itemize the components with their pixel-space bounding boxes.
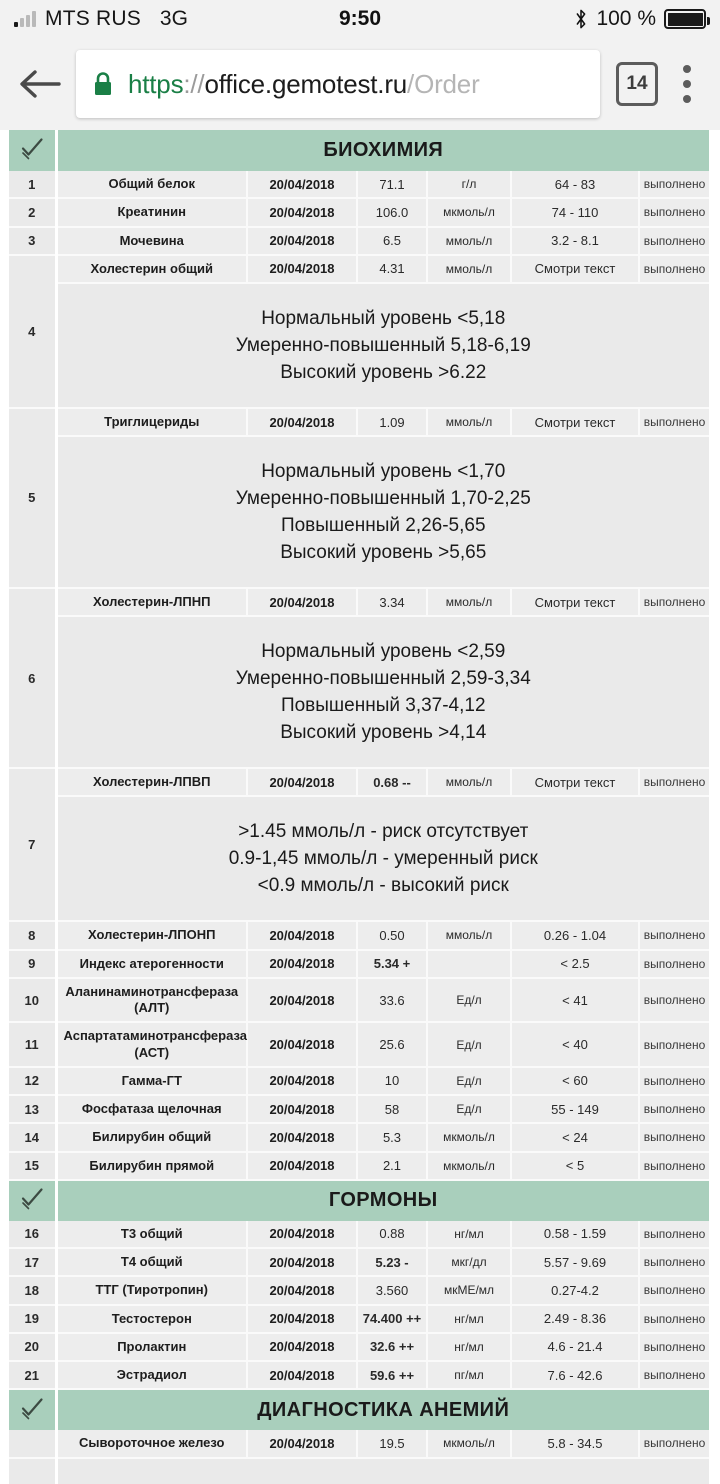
- table-row[interactable]: [9, 255, 709, 283]
- cell-name: Холестерин-ЛПВП: [56, 768, 247, 796]
- check-mark-icon[interactable]: [9, 1389, 56, 1430]
- cell-date: 20/04/2018: [247, 1430, 357, 1457]
- reference-note-text: [56, 796, 709, 921]
- cell-ref: Смотри текст: [511, 255, 639, 283]
- table-row[interactable]: [9, 921, 709, 949]
- cell-unit: Ед/л: [427, 1067, 511, 1095]
- cell-num: 1: [9, 171, 56, 198]
- cell-status: выполнено: [639, 1123, 709, 1151]
- cell-name: Сывороточное железо: [56, 1430, 247, 1457]
- section-header-row: [9, 1389, 709, 1430]
- note-line: Нормальный уровень <1,70: [261, 461, 506, 483]
- cell-status: выполнено: [639, 1248, 709, 1276]
- note-line: Повышенный 3,37-4,12: [280, 695, 486, 717]
- cell-unit: ммоль/л: [427, 255, 511, 283]
- section-title: ДИАГНОСТИКА АНЕМИЙ: [56, 1389, 709, 1430]
- overflow-menu-icon[interactable]: [668, 58, 706, 110]
- cell-name: Тестостерон: [56, 1305, 247, 1333]
- note-line: Нормальный уровень <2,59: [261, 641, 506, 663]
- cell-unit: пг/мл: [427, 1361, 511, 1389]
- lab-results-table: [9, 130, 709, 1484]
- back-button[interactable]: [14, 58, 66, 110]
- cell-status: выполнено: [639, 921, 709, 949]
- cell-status: выполнено: [639, 1221, 709, 1248]
- cell-date: 20/04/2018: [247, 1123, 357, 1151]
- cell-unit: Ед/л: [427, 1022, 511, 1067]
- cell-date: 20/04/2018: [247, 1022, 357, 1067]
- cell-ref: < 24: [511, 1123, 639, 1151]
- table-tail-filler: [9, 1458, 709, 1484]
- cell-date: 20/04/2018: [247, 1361, 357, 1389]
- cell-status: выполнено: [639, 1333, 709, 1361]
- cell-num: 20: [9, 1333, 56, 1361]
- table-row[interactable]: [9, 1123, 709, 1151]
- cell-unit: мкмоль/л: [427, 198, 511, 226]
- cell-value: 3.560: [357, 1276, 427, 1304]
- cell-num: 17: [9, 1248, 56, 1276]
- reference-note-row: [9, 616, 709, 768]
- cell-ref: < 41: [511, 978, 639, 1023]
- cell-date: 20/04/2018: [247, 1305, 357, 1333]
- cell-status: выполнено: [639, 408, 709, 436]
- cell-ref: 64 - 83: [511, 171, 639, 198]
- note-line: Повышенный 2,26-5,65: [280, 515, 486, 537]
- cell-name: Холестерин-ЛПНП: [56, 588, 247, 616]
- cell-num: 5: [9, 408, 56, 588]
- cell-date: 20/04/2018: [247, 1067, 357, 1095]
- cell-value: 2.1: [357, 1152, 427, 1180]
- cell-unit: мкмоль/л: [427, 1430, 511, 1457]
- cell-num: 15: [9, 1152, 56, 1180]
- cell-unit: мкг/дл: [427, 1248, 511, 1276]
- cell-name: Триглицериды: [56, 408, 247, 436]
- note-line: Умеренно-повышенный 5,18-6,19: [235, 334, 531, 356]
- cell-unit: мкмоль/л: [427, 1123, 511, 1151]
- address-bar[interactable]: [76, 50, 600, 118]
- page-content: [0, 130, 720, 1451]
- cell-ref: Смотри текст: [511, 408, 639, 436]
- tail-gutter: [9, 1458, 56, 1484]
- cell-ref: < 60: [511, 1067, 639, 1095]
- reference-note-row: [9, 283, 709, 408]
- browser-toolbar: [0, 38, 720, 130]
- cell-unit: Ед/л: [427, 1095, 511, 1123]
- cell-status: выполнено: [639, 950, 709, 978]
- cell-unit: нг/мл: [427, 1221, 511, 1248]
- reference-note-text: [56, 436, 709, 588]
- cell-num: 16: [9, 1221, 56, 1248]
- bluetooth-icon: [574, 9, 588, 29]
- cell-ref: 5.57 - 9.69: [511, 1248, 639, 1276]
- cell-status: выполнено: [639, 1305, 709, 1333]
- cell-ref: 2.49 - 8.36: [511, 1305, 639, 1333]
- cell-date: 20/04/2018: [247, 1248, 357, 1276]
- cell-value: 0.68 --: [357, 768, 427, 796]
- cell-value: 25.6: [357, 1022, 427, 1067]
- cell-ref: < 5: [511, 1152, 639, 1180]
- tab-counter-button[interactable]: [616, 62, 658, 106]
- cell-num: 10: [9, 978, 56, 1023]
- cell-num: 21: [9, 1361, 56, 1389]
- cell-num: 3: [9, 227, 56, 255]
- table-row[interactable]: [9, 1221, 709, 1248]
- cell-num: 12: [9, 1067, 56, 1095]
- cell-name: Гамма-ГТ: [56, 1067, 247, 1095]
- cell-unit: нг/мл: [427, 1305, 511, 1333]
- reference-note-row: [9, 796, 709, 921]
- cell-num: 11: [9, 1022, 56, 1067]
- cell-name: Т4 общий: [56, 1248, 247, 1276]
- table-row[interactable]: [9, 1430, 709, 1457]
- note-line: <0.9 ммоль/л - высокий риск: [257, 875, 509, 897]
- cell-status: выполнено: [639, 255, 709, 283]
- status-bar-left: [14, 7, 188, 31]
- cell-num: [9, 1430, 56, 1457]
- cell-status: выполнено: [639, 171, 709, 198]
- url-path: /Order: [407, 68, 480, 99]
- cell-unit: ммоль/л: [427, 768, 511, 796]
- lab-results-body: [9, 130, 709, 1484]
- table-row[interactable]: [9, 1361, 709, 1389]
- back-arrow-icon: [18, 67, 62, 101]
- cell-value: 59.6 ++: [357, 1361, 427, 1389]
- table-row[interactable]: [9, 950, 709, 978]
- cell-value: 106.0: [357, 198, 427, 226]
- section-title: ГОРМОНЫ: [56, 1180, 709, 1221]
- cell-date: 20/04/2018: [247, 921, 357, 949]
- cell-status: выполнено: [639, 1022, 709, 1067]
- cell-date: 20/04/2018: [247, 588, 357, 616]
- cell-num: 14: [9, 1123, 56, 1151]
- cell-value: 0.88: [357, 1221, 427, 1248]
- note-line: 0.9-1,45 ммоль/л - умеренный риск: [228, 848, 538, 870]
- cell-ref: < 40: [511, 1022, 639, 1067]
- note-line: Умеренно-повышенный 2,59-3,34: [235, 668, 531, 690]
- cell-ref: 3.2 - 8.1: [511, 227, 639, 255]
- url-text: [128, 69, 480, 100]
- cell-ref: < 2.5: [511, 950, 639, 978]
- section-title: БИОХИМИЯ: [56, 130, 709, 171]
- note-line: Высокий уровень >6.22: [280, 361, 487, 383]
- cell-status: выполнено: [639, 978, 709, 1023]
- cell-date: 20/04/2018: [247, 978, 357, 1023]
- cell-value: 3.34: [357, 588, 427, 616]
- table-row[interactable]: [9, 588, 709, 616]
- url-host: office.gemotest.ru: [204, 68, 408, 99]
- cell-name: Аспартатаминотрансфераза (АСТ): [56, 1022, 247, 1067]
- table-row[interactable]: [9, 171, 709, 198]
- cell-ref: 5.8 - 34.5: [511, 1430, 639, 1457]
- cell-value: 5.34 +: [357, 950, 427, 978]
- cell-ref: 0.27-4.2: [511, 1276, 639, 1304]
- table-row[interactable]: [9, 1305, 709, 1333]
- cell-ref: 4.6 - 21.4: [511, 1333, 639, 1361]
- battery-full-icon: [664, 9, 706, 29]
- cell-num: 2: [9, 198, 56, 226]
- cell-date: 20/04/2018: [247, 198, 357, 226]
- table-row[interactable]: [9, 1248, 709, 1276]
- note-line: Умеренно-повышенный 1,70-2,25: [235, 488, 531, 510]
- cell-num: 4: [9, 255, 56, 408]
- cell-status: выполнено: [639, 588, 709, 616]
- cell-ref: Смотри текст: [511, 768, 639, 796]
- table-row[interactable]: [9, 198, 709, 226]
- cell-date: 20/04/2018: [247, 171, 357, 198]
- clock-label: 9:50: [338, 7, 382, 30]
- cell-status: выполнено: [639, 198, 709, 226]
- cell-status: выполнено: [639, 1095, 709, 1123]
- cell-unit: нг/мл: [427, 1333, 511, 1361]
- lock-icon: [92, 71, 114, 98]
- cell-date: 20/04/2018: [247, 950, 357, 978]
- cell-date: 20/04/2018: [247, 255, 357, 283]
- cell-date: 20/04/2018: [247, 1095, 357, 1123]
- table-row[interactable]: [9, 978, 709, 1023]
- cell-num: 18: [9, 1276, 56, 1304]
- battery-percent-label: 100 %: [596, 7, 656, 30]
- cell-unit: ммоль/л: [427, 408, 511, 436]
- status-bar: [0, 0, 720, 38]
- table-row[interactable]: [9, 1095, 709, 1123]
- cell-value: 32.6 ++: [357, 1333, 427, 1361]
- cell-date: 20/04/2018: [247, 1152, 357, 1180]
- signal-bars-icon: [14, 11, 36, 27]
- url-separator: ://: [183, 68, 205, 99]
- cell-value: 6.5: [357, 227, 427, 255]
- section-header-row: [9, 130, 709, 171]
- cell-name: Пролактин: [56, 1333, 247, 1361]
- cell-value: 5.3: [357, 1123, 427, 1151]
- url-scheme: https: [128, 68, 184, 99]
- status-bar-right: [574, 7, 706, 31]
- cell-name: Т3 общий: [56, 1221, 247, 1248]
- section-header-row: [9, 1180, 709, 1221]
- table-row[interactable]: [9, 1152, 709, 1180]
- cell-value: 0.50: [357, 921, 427, 949]
- table-row[interactable]: [9, 1333, 709, 1361]
- cell-date: 20/04/2018: [247, 227, 357, 255]
- tail-body: [56, 1458, 709, 1484]
- cell-date: 20/04/2018: [247, 768, 357, 796]
- table-row[interactable]: [9, 227, 709, 255]
- cell-unit: ммоль/л: [427, 921, 511, 949]
- cell-status: выполнено: [639, 1430, 709, 1457]
- note-line: Нормальный уровень <5,18: [261, 308, 506, 329]
- cell-status: выполнено: [639, 227, 709, 255]
- cell-ref: 55 - 149: [511, 1095, 639, 1123]
- cell-value: 1.09: [357, 408, 427, 436]
- cell-name: Креатинин: [56, 198, 247, 226]
- note-line: Высокий уровень >5,65: [280, 542, 487, 564]
- cell-status: выполнено: [639, 1067, 709, 1095]
- table-row[interactable]: [9, 1067, 709, 1095]
- cell-unit: г/л: [427, 171, 511, 198]
- cell-value: 74.400 ++: [357, 1305, 427, 1333]
- cell-name: Билирубин прямой: [56, 1152, 247, 1180]
- cell-unit: Ед/л: [427, 978, 511, 1023]
- check-mark-icon[interactable]: [9, 1180, 56, 1221]
- cell-name: Билирубин общий: [56, 1123, 247, 1151]
- cell-name: Мочевина: [56, 227, 247, 255]
- cell-num: 7: [9, 768, 56, 921]
- cell-name: Общий белок: [56, 171, 247, 198]
- cell-unit: [427, 950, 511, 978]
- cell-num: 8: [9, 921, 56, 949]
- carrier-label: MTS RUS: [45, 7, 141, 30]
- reference-note-text: [56, 616, 709, 768]
- cell-ref: Смотри текст: [511, 588, 639, 616]
- cell-ref: 7.6 - 42.6: [511, 1361, 639, 1389]
- cell-value: 33.6: [357, 978, 427, 1023]
- cell-unit: ммоль/л: [427, 227, 511, 255]
- cell-status: выполнено: [639, 1152, 709, 1180]
- table-row[interactable]: [9, 1022, 709, 1067]
- cell-unit: мкМЕ/мл: [427, 1276, 511, 1304]
- cell-value: 19.5: [357, 1430, 427, 1457]
- cell-status: выполнено: [639, 1276, 709, 1304]
- cell-ref: 0.58 - 1.59: [511, 1221, 639, 1248]
- cell-value: 10: [357, 1067, 427, 1095]
- reference-note-row: [9, 436, 709, 588]
- table-row[interactable]: [9, 408, 709, 436]
- cell-name: Холестерин-ЛПОНП: [56, 921, 247, 949]
- cell-date: 20/04/2018: [247, 1276, 357, 1304]
- cell-value: 71.1: [357, 171, 427, 198]
- reference-note-text: [56, 283, 709, 408]
- cell-ref: 74 - 110: [511, 198, 639, 226]
- tab-count-label: 14: [626, 73, 648, 94]
- note-line: Высокий уровень >4,14: [280, 722, 487, 744]
- cell-num: 9: [9, 950, 56, 978]
- cell-unit: мкмоль/л: [427, 1152, 511, 1180]
- cell-num: 6: [9, 588, 56, 768]
- cell-ref: 0.26 - 1.04: [511, 921, 639, 949]
- cell-value: 4.31: [357, 255, 427, 283]
- cell-date: 20/04/2018: [247, 408, 357, 436]
- cell-unit: ммоль/л: [427, 588, 511, 616]
- cell-num: 13: [9, 1095, 56, 1123]
- cell-date: 20/04/2018: [247, 1221, 357, 1248]
- cell-name: Холестерин общий: [56, 255, 247, 283]
- cell-date: 20/04/2018: [247, 1333, 357, 1361]
- network-type-label: 3G: [159, 7, 188, 30]
- cell-name: Фосфатаза щелочная: [56, 1095, 247, 1123]
- cell-value: 58: [357, 1095, 427, 1123]
- table-row[interactable]: [9, 768, 709, 796]
- cell-name: Аланинаминотрансфераза (АЛТ): [56, 978, 247, 1023]
- table-row[interactable]: [9, 1276, 709, 1304]
- note-line: >1.45 ммоль/л - риск отсутствует: [238, 821, 529, 843]
- cell-value: 5.23 -: [357, 1248, 427, 1276]
- cell-name: Индекс атерогенности: [56, 950, 247, 978]
- check-mark-icon[interactable]: [9, 130, 56, 171]
- cell-num: 19: [9, 1305, 56, 1333]
- cell-status: выполнено: [639, 1361, 709, 1389]
- cell-name: ТТГ (Тиротропин): [56, 1276, 247, 1304]
- cell-status: выполнено: [639, 768, 709, 796]
- cell-name: Эстрадиол: [56, 1361, 247, 1389]
